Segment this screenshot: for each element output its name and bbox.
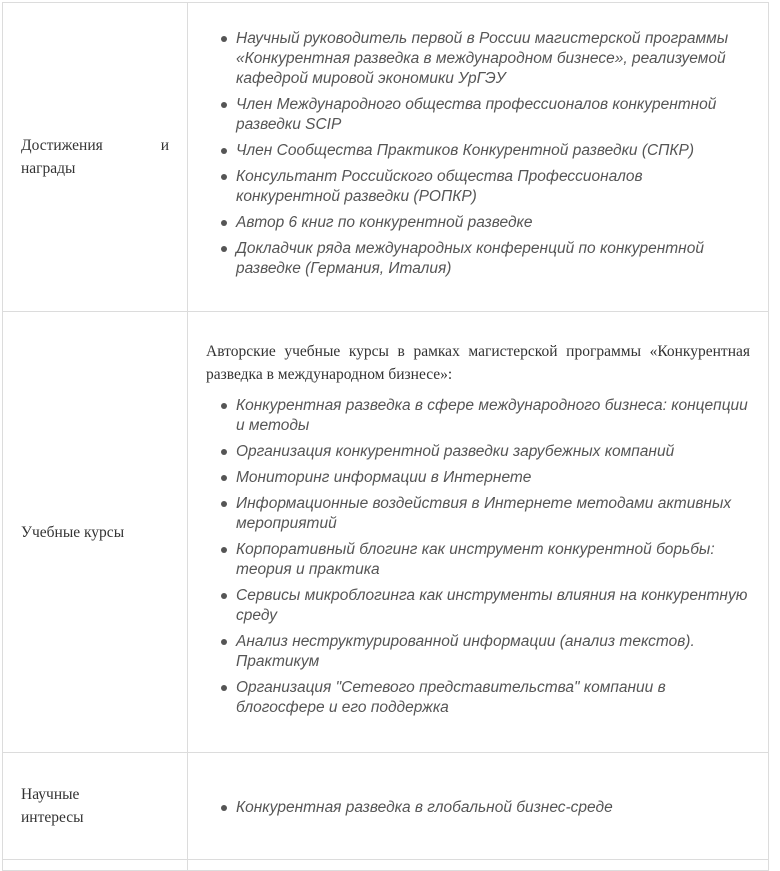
- list-item: [216, 540, 750, 580]
- row-label-line: интересы: [21, 809, 84, 826]
- list-item: [216, 239, 750, 279]
- row-label-achievements: [3, 3, 188, 312]
- list-item: [216, 29, 750, 89]
- list-item: [216, 678, 750, 718]
- list-item: [216, 632, 750, 672]
- row-label-line: награды: [21, 160, 76, 177]
- bullet-icon: [221, 639, 227, 645]
- row-label-next: [3, 860, 188, 871]
- table-row-next: [3, 860, 769, 871]
- bullet-icon: [221, 220, 227, 226]
- list-item: [216, 586, 750, 626]
- bullet-icon: [221, 174, 227, 180]
- list-item: [216, 494, 750, 534]
- table-row-courses: [3, 312, 769, 753]
- list-item: [216, 141, 750, 161]
- bullet-icon: [221, 403, 227, 409]
- bullet-icon: [221, 36, 227, 42]
- bullet-icon: [221, 102, 227, 108]
- list-item-text: Сервисы микроблогинга как инструменты влияния на конкурентную среду: [236, 587, 748, 624]
- row-label-line: Научные: [21, 786, 80, 803]
- row-label-courses: [3, 312, 188, 753]
- bullet-icon: [221, 501, 227, 507]
- list-item-text: Консультант Российского общества Профессионалов конкурентной разведки (РОПКР): [236, 168, 643, 205]
- list-item-text: Член Сообщества Практиков Конкурентной разведки (СПКР): [236, 142, 695, 159]
- bullet-icon: [221, 475, 227, 481]
- row-label-interests: [3, 753, 188, 860]
- list-item-text: Докладчик ряда международных конференций по конкурентной разведке (Германия, Италия): [236, 240, 704, 277]
- list-item: [216, 798, 750, 818]
- list-item-text: Конкурентная разведка в сфере международного бизнеса: концепции и методы: [236, 397, 748, 434]
- bullet-icon: [221, 593, 227, 599]
- list-item-text: Автор 6 книг по конкурентной разведке: [236, 214, 533, 231]
- courses-list: [206, 396, 750, 718]
- list-item-text: Конкурентная разведка в глобальной бизнес-среде: [236, 799, 613, 816]
- row-label-text: Учебные курсы: [21, 523, 125, 541]
- list-item-text: Организация "Сетевого представительства" компании в блогосфере и его поддержка: [236, 679, 666, 716]
- list-item-text: Научный руководитель первой в России магистерской программы «Конкурентная разведка в международном бизнесе», реализуемой кафедрой мировой экономики УрГЭУ: [236, 30, 729, 87]
- bullet-icon: [221, 805, 227, 811]
- bullet-icon: [221, 449, 227, 455]
- achievements-list: [206, 29, 750, 279]
- table-row-interests: [3, 753, 769, 860]
- row-content-achievements: [188, 3, 769, 312]
- list-item-text: Член Международного общества профессионалов конкурентной разведки SCIP: [236, 96, 717, 133]
- list-item-text: Анализ неструктурированной информации (анализ текстов). Практикум: [236, 633, 695, 670]
- row-content-next: [188, 860, 769, 871]
- list-item: [216, 442, 750, 462]
- list-item: [216, 396, 750, 436]
- courses-intro: Авторские учебные курсы в рамках магистерской программы «Конкурентная разведка в международном бизнесе»:: [206, 343, 750, 383]
- list-item: [216, 167, 750, 207]
- list-item: [216, 213, 750, 233]
- list-item: [216, 95, 750, 135]
- list-item-text: Корпоративный блогинг как инструмент конкурентной борьбы: теория и практика: [236, 541, 715, 578]
- interests-list: [206, 798, 750, 818]
- bullet-icon: [221, 148, 227, 154]
- bullet-icon: [221, 547, 227, 553]
- table-row-achievements: [3, 3, 769, 312]
- profile-table: [2, 2, 769, 871]
- list-item-text: Организация конкурентной разведки зарубежных компаний: [236, 443, 675, 460]
- row-label-line: Достижения и: [21, 137, 169, 154]
- list-item-text: Информационные воздействия в Интернете методами активных мероприятий: [236, 495, 732, 532]
- bullet-icon: [221, 246, 227, 252]
- bullet-icon: [221, 685, 227, 691]
- list-item-text: Мониторинг информации в Интернете: [236, 469, 532, 486]
- row-content-interests: [188, 753, 769, 860]
- row-content-courses: [188, 312, 769, 753]
- list-item: [216, 468, 750, 488]
